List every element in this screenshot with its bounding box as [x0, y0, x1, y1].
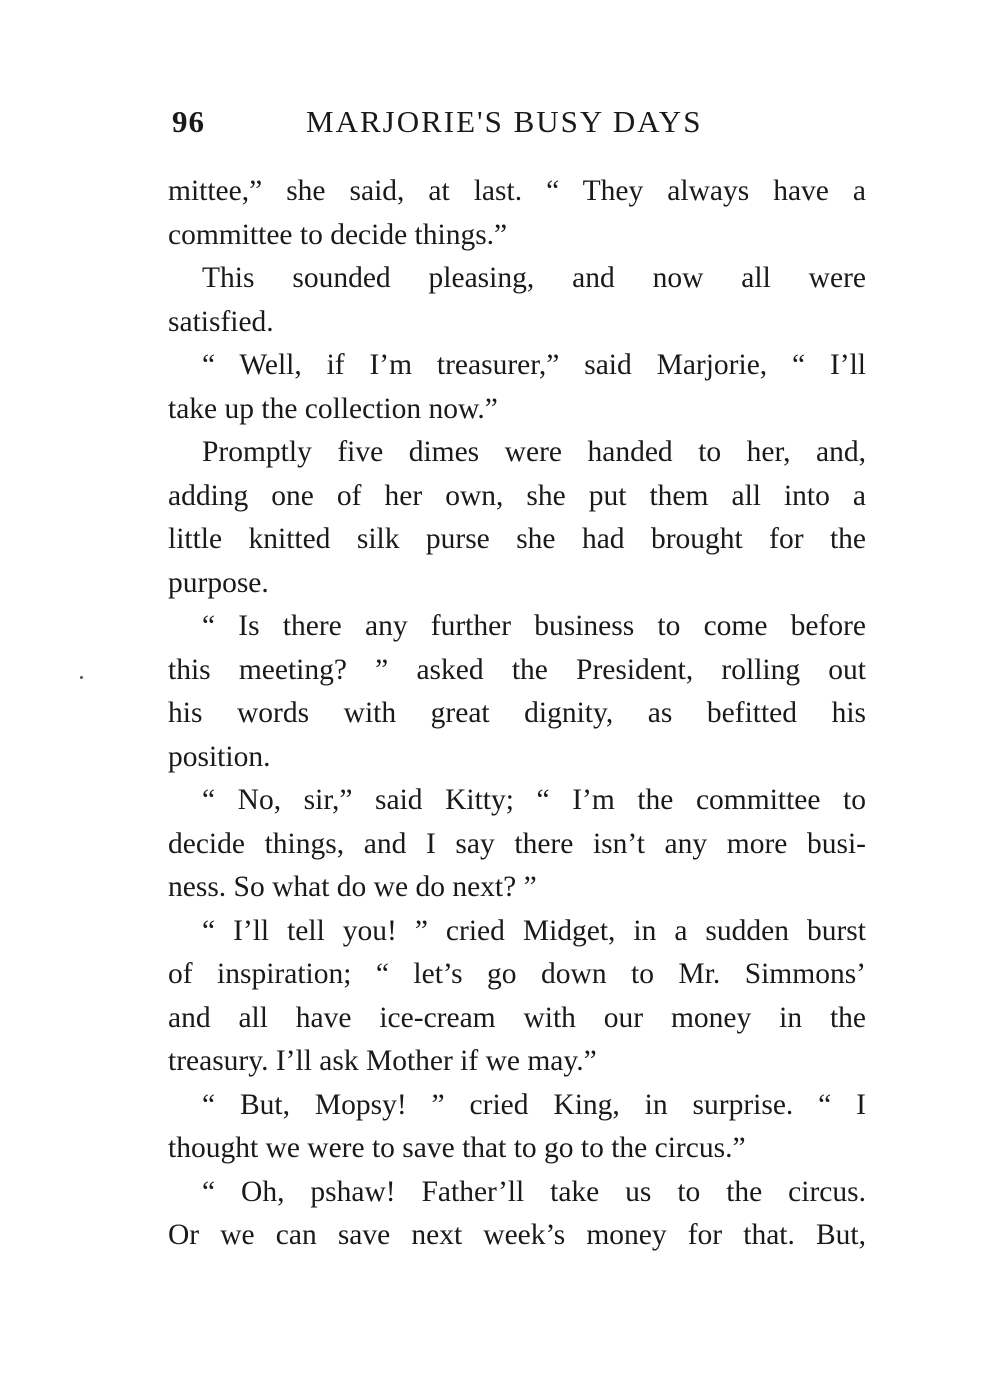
- text-line: thought we were to save that to go to the circus.”: [168, 1132, 746, 1164]
- page-number: 96: [172, 104, 205, 139]
- text-line: Or we can save next week’s money for that. But,: [168, 1219, 866, 1251]
- text-line: satisfied.: [168, 305, 274, 338]
- text-line: this meeting? ” asked the President, rolling out: [168, 653, 866, 686]
- text-line: “ I’ll tell you! ” cried Midget, in a sudden burst: [202, 914, 866, 947]
- text-line: purpose.: [168, 566, 269, 599]
- text-line: “ Is there any further business to come before: [202, 610, 866, 642]
- text-line: his words with great dignity, as befitted his: [168, 697, 866, 729]
- text-line: little knitted silk purse she had brought for the: [168, 523, 866, 555]
- text-line: ness. So what do we do next? ”: [168, 871, 537, 903]
- text-line: treasury. I’ll ask Mother if we may.”: [168, 1045, 597, 1077]
- text-line: This sounded pleasing, and now all were: [202, 262, 866, 294]
- running-title: MARJORIE'S BUSY DAYS: [306, 104, 703, 139]
- text-line: committee to decide things.”: [168, 218, 508, 251]
- text-line: position.: [168, 740, 271, 773]
- text-line: take up the collection now.”: [168, 392, 498, 425]
- text-line: “ Well, if I’m treasurer,” said Marjorie, “ I’ll: [202, 349, 866, 381]
- text-line: adding one of her own, she put them all into a: [168, 479, 866, 512]
- text-line: decide things, and I say there isn’t any more busi-: [168, 827, 866, 860]
- text-line: “ No, sir,” said Kitty; “ I’m the committee to: [202, 784, 866, 816]
- body-text: [168, 170, 866, 1258]
- text-line: “ But, Mopsy! ” cried King, in surprise. “ I: [202, 1088, 866, 1121]
- ink-speck: [80, 676, 83, 679]
- text-line: and all have ice-cream with our money in the: [168, 1001, 866, 1034]
- text-line: “ Oh, pshaw! Father’ll take us to the circus.: [202, 1175, 866, 1208]
- text-line: Promptly five dimes were handed to her, and,: [202, 436, 866, 468]
- text-line: mittee,” she said, at last. “ They always have a: [168, 175, 866, 207]
- page-header: [172, 104, 872, 148]
- text-line: of inspiration; “ let’s go down to Mr. Simmons’: [168, 958, 866, 990]
